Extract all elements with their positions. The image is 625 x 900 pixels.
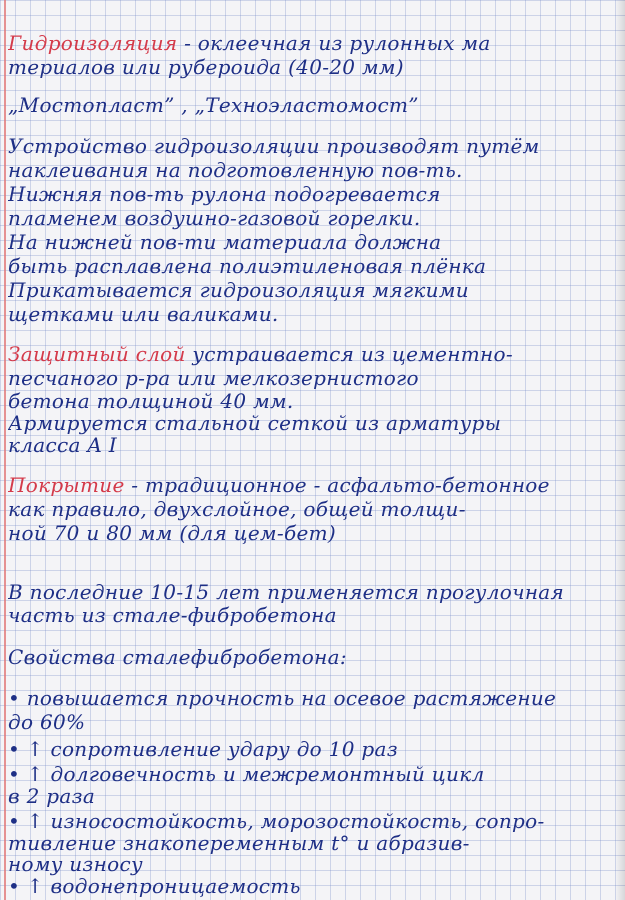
- note-line: [8, 433, 613, 457]
- note-line: [8, 278, 613, 302]
- note-line: [8, 55, 613, 79]
- line-text: Нижняя пов-ть рулона подогревается: [8, 182, 441, 206]
- line-text: • повышается прочность на осевое растяжение: [8, 686, 557, 710]
- line-text: В последние 10-15 лет применяется прогулочная: [8, 580, 565, 604]
- note-line: [8, 710, 613, 734]
- note-line: [8, 230, 613, 254]
- note-line: [8, 302, 613, 326]
- line-text: до 60%: [8, 710, 86, 734]
- line-text: • ↑ долговечность и межремонтный цикл: [8, 762, 485, 786]
- note-line: [8, 497, 613, 521]
- notebook-binding-edge: [615, 0, 625, 900]
- note-line: [8, 473, 613, 497]
- line-text: класса A I: [8, 433, 117, 457]
- note-line: [8, 342, 613, 366]
- note-line: [8, 389, 613, 413]
- line-text: ной 70 и 80 мм (для цем-бет): [8, 521, 336, 545]
- line-text: ному износу: [8, 852, 143, 876]
- line-text: Армируется стальной сеткой из арматуры: [8, 411, 502, 435]
- term-heading: Защитный слой: [8, 342, 186, 366]
- notebook-margin-line: [4, 0, 6, 900]
- line-text: быть расплавлена полиэтиленовая плёнка: [8, 254, 487, 278]
- note-line: [8, 254, 613, 278]
- note-line: [8, 784, 613, 808]
- note-line: [8, 809, 613, 833]
- note-line: [8, 603, 613, 627]
- line-text: бетона толщиной 40 мм.: [8, 389, 294, 413]
- note-line: [8, 411, 613, 435]
- note-line: [8, 852, 613, 876]
- note-line: [8, 158, 613, 182]
- note-line: [8, 645, 613, 669]
- note-line: [8, 521, 613, 545]
- note-line: [8, 182, 613, 206]
- note-line: [8, 737, 613, 761]
- line-text: - традиционное - асфальто-бетонное: [124, 473, 550, 497]
- note-line: [8, 580, 613, 604]
- note-line: [8, 31, 613, 55]
- line-text: пламенем воздушно-газовой горелки.: [8, 206, 421, 230]
- line-text: териалов или рубероида (40-20 мм): [8, 55, 404, 79]
- line-text: • ↑ сопротивление удару до 10 раз: [8, 737, 398, 761]
- note-line: [8, 762, 613, 786]
- line-text: наклеивания на подготовленную пов-ть.: [8, 158, 463, 182]
- line-text: щетками или валиками.: [8, 302, 279, 326]
- line-text: „Мостопласт” , „Техноэластомост”: [8, 93, 419, 117]
- line-text: На нижней пов-ти материала должна: [8, 230, 442, 254]
- line-text: тивление знакопеременным t° и абразив-: [8, 831, 470, 855]
- term-heading: Покрытие: [8, 473, 125, 497]
- line-text: часть из стале-фибробетона: [8, 603, 337, 627]
- line-text: устраивается из цементно-: [185, 342, 513, 366]
- note-line: [8, 93, 613, 117]
- note-line: [8, 206, 613, 230]
- line-text: песчаного р-ра или мелкозернистого: [8, 366, 419, 390]
- line-text: в 2 раза: [8, 784, 96, 808]
- line-text: • ↑ износостойкость, морозостойкость, сопро-: [8, 809, 545, 833]
- line-text: Свойства сталефибробетона:: [8, 645, 347, 669]
- line-text: Устройство гидроизоляции производят путём: [8, 134, 540, 158]
- line-text: Прикатывается гидроизоляция мягкими: [8, 278, 469, 302]
- line-text: • ↑ водонепроницаемость: [8, 874, 301, 898]
- note-line: [8, 134, 613, 158]
- note-line: [8, 366, 613, 390]
- line-text: - оклеечная из рулонных ма: [177, 31, 491, 55]
- note-line: [8, 874, 613, 898]
- term-heading: Гидроизоляция: [8, 31, 178, 55]
- line-text: как правило, двухслойное, общей толщи-: [8, 497, 466, 521]
- note-line: [8, 686, 613, 710]
